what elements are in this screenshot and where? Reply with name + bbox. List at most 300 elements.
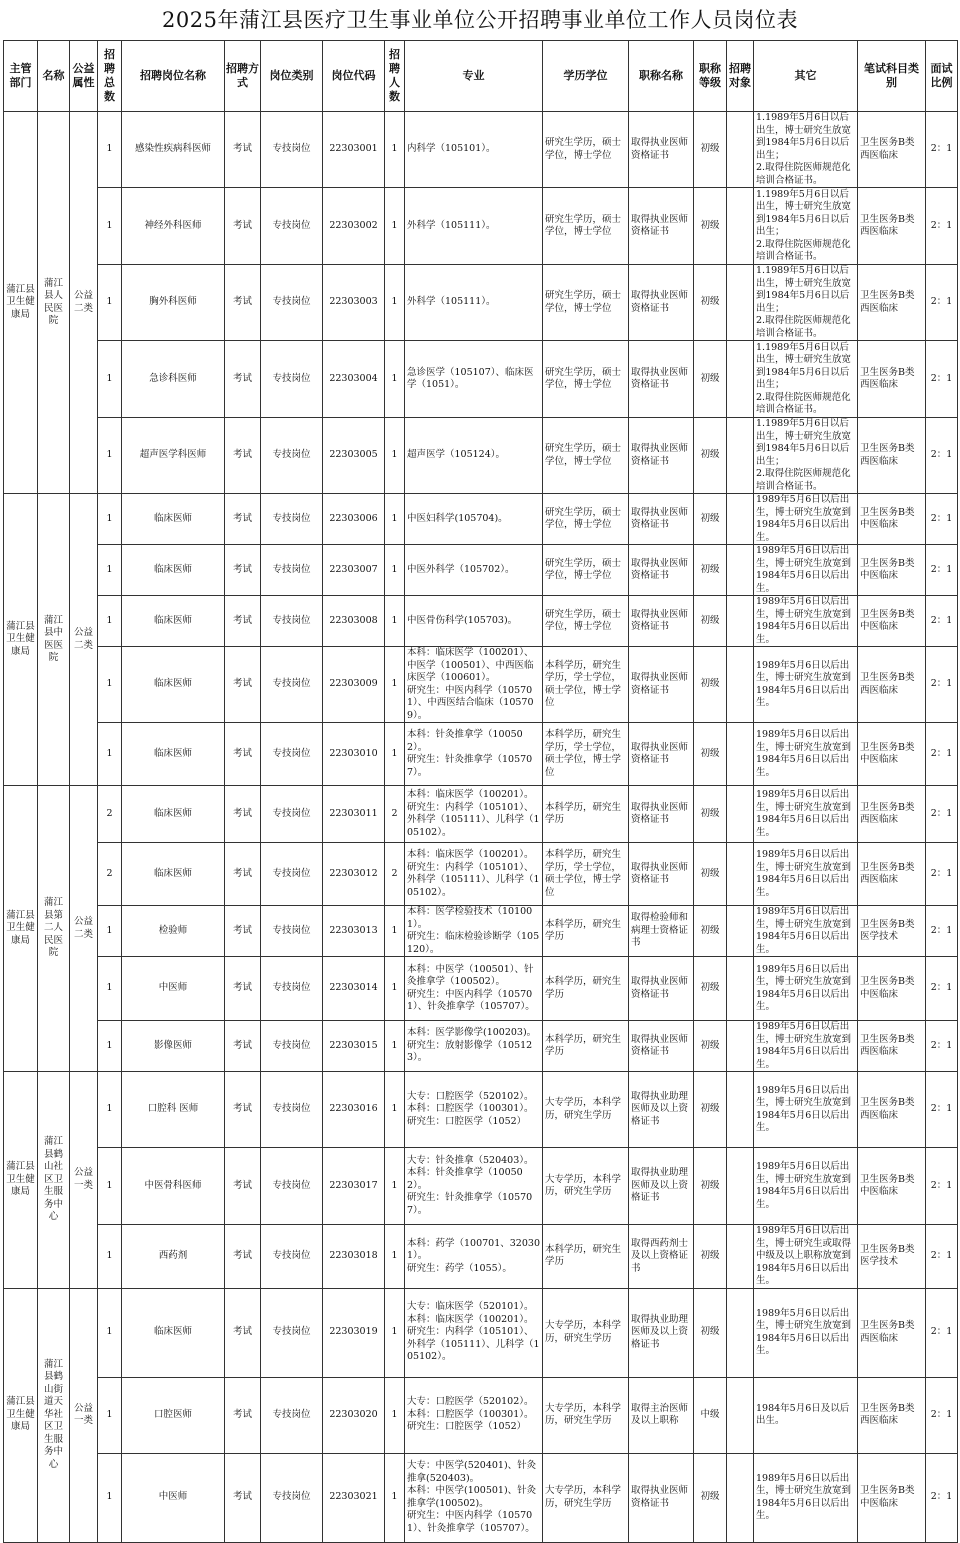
- interview-ratio-cell: 2：1: [926, 1225, 958, 1289]
- position-code-cell: 22303008: [323, 596, 385, 647]
- target-cell: [727, 1377, 754, 1453]
- exam-subject-cell: 卫生医务B类中医临床: [858, 723, 926, 786]
- education-cell: 本科学历，研究生学历: [543, 786, 629, 843]
- position-code-cell: 22303014: [323, 957, 385, 1021]
- major-cell: 本科：针灸推拿学（100502）。 研究生：针灸推拿学（105707）。: [405, 723, 543, 786]
- major-cell: 大专：临床医学（520101）。 本科：临床医学（100201）。 研究生：内科学（105101）、外科学（105111）、儿科学（105102）。: [405, 1288, 543, 1377]
- count-cell: 2: [385, 843, 405, 906]
- total-cell: 1: [98, 647, 122, 723]
- position-name-cell: 西药剂: [122, 1225, 225, 1289]
- other-cell: 1989年5月6日以后出生，博士研究生放宽到1984年5月6日以后出生。: [754, 1021, 858, 1072]
- interview-ratio-cell: 2：1: [926, 1377, 958, 1453]
- position-name-cell: 中医骨科医师: [122, 1148, 225, 1225]
- title-cell: 取得执业医师资格证书: [629, 596, 694, 647]
- table-row: [4, 494, 958, 545]
- position-code-cell: 22303010: [323, 723, 385, 786]
- other-cell: 1989年5月6日以后出生，博士研究生放宽到1984年5月6日以后出生。: [754, 647, 858, 723]
- title-cell: 取得执业医师资格证书: [629, 723, 694, 786]
- interview-ratio-cell: 2：1: [926, 723, 958, 786]
- category-cell: 专技岗位: [261, 1021, 323, 1072]
- table-row: [4, 1288, 958, 1377]
- level-cell: 初级: [694, 723, 727, 786]
- method-cell: 考试: [225, 545, 261, 596]
- education-cell: 大专学历，本科学历，研究生学历: [543, 1453, 629, 1542]
- header-cell: 笔试科目类别: [858, 41, 926, 112]
- position-code-cell: 22303005: [323, 418, 385, 494]
- title-cell: 取得执业医师资格证书: [629, 112, 694, 188]
- method-cell: 考试: [225, 112, 261, 188]
- table-row: [4, 112, 958, 188]
- count-cell: 1: [385, 1072, 405, 1148]
- unit-cell: 蒲江县鹤山街道天华社区卫生服务中心: [38, 1288, 70, 1542]
- education-cell: 大专学历，本科学历，研究生学历: [543, 1377, 629, 1453]
- position-name-cell: 中医师: [122, 957, 225, 1021]
- exam-subject-cell: 卫生医务B类西医临床: [858, 112, 926, 188]
- level-cell: 初级: [694, 1225, 727, 1289]
- total-cell: 1: [98, 1021, 122, 1072]
- title-cell: 取得执业助理医师及以上资格证书: [629, 1288, 694, 1377]
- other-cell: 1984年5月6日及以后出生。: [754, 1377, 858, 1453]
- header-cell: 名称: [38, 41, 70, 112]
- other-cell: 1.1989年5月6日以后出生，博士研究生放宽到1984年5月6日以后出生； 2.取得住院医师规范化培训合格证书。: [754, 265, 858, 341]
- method-cell: 考试: [225, 1453, 261, 1542]
- title-cell: 取得执业助理医师及以上资格证书: [629, 1072, 694, 1148]
- title-cell: 取得执业医师资格证书: [629, 1021, 694, 1072]
- category-cell: 专技岗位: [261, 843, 323, 906]
- table-body: [4, 112, 958, 1543]
- education-cell: 本科学历，研究生学历，学士学位，硕士学位，博士学位: [543, 843, 629, 906]
- table-row: [4, 906, 958, 957]
- target-cell: [727, 1453, 754, 1542]
- interview-ratio-cell: 2：1: [926, 596, 958, 647]
- header-cell: 岗位代码: [323, 41, 385, 112]
- position-name-cell: 检验师: [122, 906, 225, 957]
- total-cell: 1: [98, 596, 122, 647]
- exam-subject-cell: 卫生医务B类西医临床: [858, 647, 926, 723]
- target-cell: [727, 1288, 754, 1377]
- position-code-cell: 22303004: [323, 341, 385, 418]
- title-cell: 取得执业医师资格证书: [629, 341, 694, 418]
- target-cell: [727, 1072, 754, 1148]
- level-cell: 初级: [694, 418, 727, 494]
- method-cell: 考试: [225, 843, 261, 906]
- target-cell: [727, 1225, 754, 1289]
- title-cell: 取得检验师和病理士资格证书: [629, 906, 694, 957]
- other-cell: 1989年5月6日以后出生，博士研究生放宽到1984年5月6日以后出生。: [754, 723, 858, 786]
- education-cell: 本科学历，研究生学历: [543, 1225, 629, 1289]
- position-name-cell: 急诊科医师: [122, 341, 225, 418]
- target-cell: [727, 906, 754, 957]
- method-cell: 考试: [225, 723, 261, 786]
- position-code-cell: 22303009: [323, 647, 385, 723]
- education-cell: 本科学历，研究生学历，学士学位，硕士学位，博士学位: [543, 647, 629, 723]
- major-cell: 本科：药学（100701、320301）。 研究生：药学（1055）。: [405, 1225, 543, 1289]
- category-cell: 专技岗位: [261, 112, 323, 188]
- other-cell: 1.1989年5月6日以后出生，博士研究生放宽到1984年5月6日以后出生； 2.取得住院医师规范化培训合格证书。: [754, 418, 858, 494]
- major-cell: 急诊医学（105107）、临床医学（1051）。: [405, 341, 543, 418]
- target-cell: [727, 545, 754, 596]
- category-cell: 专技岗位: [261, 1072, 323, 1148]
- position-name-cell: 临床医师: [122, 596, 225, 647]
- other-cell: 1989年5月6日以后出生，博士研究生放宽到1984年5月6日以后出生。: [754, 1453, 858, 1542]
- category-cell: 专技岗位: [261, 786, 323, 843]
- level-cell: 初级: [694, 265, 727, 341]
- category-cell: 专技岗位: [261, 1148, 323, 1225]
- interview-ratio-cell: 2：1: [926, 1072, 958, 1148]
- major-cell: 外科学（105111）。: [405, 265, 543, 341]
- major-cell: 本科：临床医学（100201）。 研究生：内科学（105101）、外科学（105111）、儿科学（105102）。: [405, 786, 543, 843]
- total-cell: 1: [98, 418, 122, 494]
- target-cell: [727, 647, 754, 723]
- total-cell: 1: [98, 1288, 122, 1377]
- total-cell: 1: [98, 188, 122, 265]
- total-cell: 1: [98, 265, 122, 341]
- count-cell: 1: [385, 265, 405, 341]
- other-cell: 1989年5月6日以后出生，博士研究生放宽到1984年5月6日以后出生。: [754, 1072, 858, 1148]
- position-name-cell: 临床医师: [122, 647, 225, 723]
- table-row: [4, 723, 958, 786]
- other-cell: 1989年5月6日以后出生，博士研究生放宽到1984年5月6日以后出生。: [754, 1148, 858, 1225]
- table-row: [4, 1021, 958, 1072]
- method-cell: 考试: [225, 957, 261, 1021]
- count-cell: 1: [385, 1288, 405, 1377]
- header-cell: 专业: [405, 41, 543, 112]
- dept-cell: 蒲江县卫生健康局: [4, 112, 38, 494]
- nature-cell: 公益一类: [70, 1072, 98, 1289]
- major-cell: 本科：临床医学（100201）、中医学（100501）、中西医临床医学（100601）。 研究生：中医内科学（105701）、中西医结合临床（105709）。: [405, 647, 543, 723]
- target-cell: [727, 843, 754, 906]
- method-cell: 考试: [225, 1288, 261, 1377]
- major-cell: 内科学（105101）。: [405, 112, 543, 188]
- position-name-cell: 临床医师: [122, 545, 225, 596]
- major-cell: 超声医学（105124）。: [405, 418, 543, 494]
- exam-subject-cell: 卫生医务B类西医临床: [858, 265, 926, 341]
- interview-ratio-cell: 2：1: [926, 786, 958, 843]
- level-cell: 初级: [694, 112, 727, 188]
- nature-cell: 公益二类: [70, 494, 98, 786]
- count-cell: 1: [385, 1453, 405, 1542]
- exam-subject-cell: 卫生医务B类中医临床: [858, 494, 926, 545]
- title-cell: 取得执业医师资格证书: [629, 188, 694, 265]
- exam-subject-cell: 卫生医务B类西医临床: [858, 786, 926, 843]
- header-cell: 职称等级: [694, 41, 727, 112]
- category-cell: 专技岗位: [261, 1288, 323, 1377]
- position-code-cell: 22303012: [323, 843, 385, 906]
- total-cell: 2: [98, 843, 122, 906]
- target-cell: [727, 112, 754, 188]
- target-cell: [727, 418, 754, 494]
- education-cell: 大专学历，本科学历，研究生学历: [543, 1288, 629, 1377]
- dept-cell: 蒲江县卫生健康局: [4, 494, 38, 786]
- interview-ratio-cell: 2：1: [926, 341, 958, 418]
- level-cell: 初级: [694, 786, 727, 843]
- table-row: [4, 843, 958, 906]
- interview-ratio-cell: 2：1: [926, 112, 958, 188]
- count-cell: 2: [385, 786, 405, 843]
- level-cell: 初级: [694, 188, 727, 265]
- method-cell: 考试: [225, 647, 261, 723]
- position-name-cell: 神经外科医师: [122, 188, 225, 265]
- education-cell: 本科学历，研究生学历: [543, 1021, 629, 1072]
- target-cell: [727, 265, 754, 341]
- exam-subject-cell: 卫生医务B类西医临床: [858, 1021, 926, 1072]
- education-cell: 大专学历，本科学历，研究生学历: [543, 1148, 629, 1225]
- count-cell: 1: [385, 1225, 405, 1289]
- position-code-cell: 22303013: [323, 906, 385, 957]
- major-cell: 本科：中医学（100501）、针灸推拿学（100502）。 研究生：中医内科学（105701）、针灸推拿学（105707）。: [405, 957, 543, 1021]
- page-title: 2025年蒲江县医疗卫生事业单位公开招聘事业单位工作人员岗位表: [162, 8, 798, 32]
- count-cell: 1: [385, 596, 405, 647]
- table-row: [4, 418, 958, 494]
- table-row: [4, 957, 958, 1021]
- dept-cell: 蒲江县卫生健康局: [4, 1072, 38, 1289]
- count-cell: 1: [385, 418, 405, 494]
- title-cell: 取得执业医师资格证书: [629, 786, 694, 843]
- position-name-cell: 中医师: [122, 1453, 225, 1542]
- method-cell: 考试: [225, 1072, 261, 1148]
- total-cell: 1: [98, 1148, 122, 1225]
- other-cell: 1989年5月6日以后出生，博士研究生放宽到1984年5月6日以后出生。: [754, 786, 858, 843]
- count-cell: 1: [385, 1148, 405, 1225]
- education-cell: 研究生学历，硕士学位，博士学位: [543, 545, 629, 596]
- other-cell: 1989年5月6日以后出生，博士研究生放宽到1984年5月6日以后出生。: [754, 494, 858, 545]
- interview-ratio-cell: 2：1: [926, 494, 958, 545]
- education-cell: 研究生学历，硕士学位，博士学位: [543, 341, 629, 418]
- total-cell: 1: [98, 494, 122, 545]
- exam-subject-cell: 卫生医务B类医学技术: [858, 1225, 926, 1289]
- position-name-cell: 胸外科医师: [122, 265, 225, 341]
- exam-subject-cell: 卫生医务B类中医临床: [858, 1453, 926, 1542]
- header-cell: 招聘方式: [225, 41, 261, 112]
- position-code-cell: 22303003: [323, 265, 385, 341]
- title-cell: 取得执业医师资格证书: [629, 545, 694, 596]
- target-cell: [727, 596, 754, 647]
- position-code-cell: 22303021: [323, 1453, 385, 1542]
- count-cell: 1: [385, 112, 405, 188]
- header-cell: 主管部门: [4, 41, 38, 112]
- interview-ratio-cell: 2：1: [926, 1288, 958, 1377]
- other-cell: 1.1989年5月6日以后出生，博士研究生放宽到1984年5月6日以后出生； 2.取得住院医师规范化培训合格证书。: [754, 112, 858, 188]
- position-code-cell: 22303020: [323, 1377, 385, 1453]
- table-row: [4, 1453, 958, 1542]
- position-name-cell: 超声医学科医师: [122, 418, 225, 494]
- education-cell: 大专学历，本科学历，研究生学历: [543, 1072, 629, 1148]
- level-cell: 初级: [694, 545, 727, 596]
- target-cell: [727, 341, 754, 418]
- count-cell: 1: [385, 723, 405, 786]
- interview-ratio-cell: 2：1: [926, 1453, 958, 1542]
- interview-ratio-cell: 2：1: [926, 188, 958, 265]
- level-cell: 初级: [694, 1072, 727, 1148]
- other-cell: 1989年5月6日以后出生，博士研究生放宽到1984年5月6日以后出生。: [754, 545, 858, 596]
- category-cell: 专技岗位: [261, 188, 323, 265]
- total-cell: 1: [98, 1072, 122, 1148]
- method-cell: 考试: [225, 1225, 261, 1289]
- position-name-cell: 临床医师: [122, 723, 225, 786]
- table-row: [4, 265, 958, 341]
- position-code-cell: 22303018: [323, 1225, 385, 1289]
- count-cell: 1: [385, 188, 405, 265]
- table-row: [4, 188, 958, 265]
- table-row: [4, 647, 958, 723]
- header-cell: 招聘人数: [385, 41, 405, 112]
- header-cell: 面试比例: [926, 41, 958, 112]
- major-cell: 中医妇科学(105704)。: [405, 494, 543, 545]
- method-cell: 考试: [225, 341, 261, 418]
- method-cell: 考试: [225, 1148, 261, 1225]
- header-row: [4, 41, 958, 112]
- category-cell: 专技岗位: [261, 1377, 323, 1453]
- table-row: [4, 1377, 958, 1453]
- exam-subject-cell: 卫生医务B类中医临床: [858, 545, 926, 596]
- position-name-cell: 临床医师: [122, 843, 225, 906]
- total-cell: 1: [98, 1377, 122, 1453]
- method-cell: 考试: [225, 786, 261, 843]
- position-code-cell: 22303017: [323, 1148, 385, 1225]
- header-cell: 岗位类别: [261, 41, 323, 112]
- header-cell: 招聘对象: [727, 41, 754, 112]
- education-cell: 研究生学历，硕士学位，博士学位: [543, 112, 629, 188]
- education-cell: 研究生学历，硕士学位，博士学位: [543, 418, 629, 494]
- target-cell: [727, 723, 754, 786]
- title-cell: 取得执业医师资格证书: [629, 957, 694, 1021]
- position-name-cell: 口腔科 医师: [122, 1072, 225, 1148]
- target-cell: [727, 786, 754, 843]
- level-cell: 初级: [694, 1453, 727, 1542]
- count-cell: 1: [385, 1021, 405, 1072]
- major-cell: 本科：临床医学（100201）。 研究生：内科学（105101）、外科学（105111）、儿科学（105102）。: [405, 843, 543, 906]
- total-cell: 1: [98, 112, 122, 188]
- level-cell: 初级: [694, 1288, 727, 1377]
- unit-cell: 蒲江县鹤山社区卫生服务中心: [38, 1072, 70, 1289]
- major-cell: 大专：口腔医学（520102）。 本科：口腔医学（100301）。 研究生：口腔医学（1052）: [405, 1072, 543, 1148]
- dept-cell: 蒲江县卫生健康局: [4, 786, 38, 1072]
- header-cell: 其它: [754, 41, 858, 112]
- other-cell: 1989年5月6日以后出生，博士研究生放宽到1984年5月6日以后出生。: [754, 906, 858, 957]
- education-cell: 本科学历，研究生学历: [543, 906, 629, 957]
- level-cell: 初级: [694, 647, 727, 723]
- header-cell: 学历学位: [543, 41, 629, 112]
- title-cell: 取得主治医师及以上职称: [629, 1377, 694, 1453]
- method-cell: 考试: [225, 494, 261, 545]
- count-cell: 1: [385, 906, 405, 957]
- level-cell: 初级: [694, 341, 727, 418]
- total-cell: 1: [98, 545, 122, 596]
- other-cell: 1.1989年5月6日以后出生，博士研究生放宽到1984年5月6日以后出生； 2.取得住院医师规范化培训合格证书。: [754, 341, 858, 418]
- education-cell: 本科学历，研究生学历: [543, 957, 629, 1021]
- interview-ratio-cell: 2：1: [926, 906, 958, 957]
- major-cell: 大专：中医学(520401)、针灸推拿(520403)。 本科：中医学(100501)、针灸推拿学(100502)。 研究生：中医内科学（105701）、针灸推拿学（105707）。: [405, 1453, 543, 1542]
- header-cell: 职称名称: [629, 41, 694, 112]
- total-cell: 1: [98, 341, 122, 418]
- count-cell: 1: [385, 545, 405, 596]
- category-cell: 专技岗位: [261, 545, 323, 596]
- title-cell: 取得执业医师资格证书: [629, 1453, 694, 1542]
- title-cell: 取得执业医师资格证书: [629, 494, 694, 545]
- table-row: [4, 1148, 958, 1225]
- position-name-cell: 临床医师: [122, 1288, 225, 1377]
- exam-subject-cell: 卫生医务B类中医临床: [858, 1148, 926, 1225]
- position-name-cell: 临床医师: [122, 494, 225, 545]
- count-cell: 1: [385, 494, 405, 545]
- target-cell: [727, 494, 754, 545]
- major-cell: 外科学（105111）。: [405, 188, 543, 265]
- major-cell: 大专：口腔医学（520102）。 本科：口腔医学（100301）。 研究生：口腔医学（1052）: [405, 1377, 543, 1453]
- exam-subject-cell: 卫生医务B类西医临床: [858, 188, 926, 265]
- count-cell: 1: [385, 957, 405, 1021]
- unit-cell: 蒲江县人民医院: [38, 112, 70, 494]
- education-cell: 研究生学历，硕士学位，博士学位: [543, 494, 629, 545]
- exam-subject-cell: 卫生医务B类西医临床: [858, 418, 926, 494]
- category-cell: 专技岗位: [261, 1225, 323, 1289]
- education-cell: 研究生学历，硕士学位，博士学位: [543, 188, 629, 265]
- interview-ratio-cell: 2：1: [926, 647, 958, 723]
- major-cell: 大专：针灸推拿（520403）。 本科：针灸推拿学（100502）。 研究生：针灸推拿学（105707）。: [405, 1148, 543, 1225]
- interview-ratio-cell: 2：1: [926, 1021, 958, 1072]
- header-cell: 公益属性: [70, 41, 98, 112]
- category-cell: 专技岗位: [261, 1453, 323, 1542]
- category-cell: 专技岗位: [261, 418, 323, 494]
- position-code-cell: 22303019: [323, 1288, 385, 1377]
- level-cell: 初级: [694, 596, 727, 647]
- level-cell: 初级: [694, 843, 727, 906]
- position-name-cell: 影像医师: [122, 1021, 225, 1072]
- position-code-cell: 22303002: [323, 188, 385, 265]
- level-cell: 初级: [694, 1148, 727, 1225]
- position-name-cell: 口腔医师: [122, 1377, 225, 1453]
- target-cell: [727, 188, 754, 265]
- other-cell: 1989年5月6日以后出生，博士研究生放宽到1984年5月6日以后出生。: [754, 1288, 858, 1377]
- position-code-cell: 22303015: [323, 1021, 385, 1072]
- category-cell: 专技岗位: [261, 906, 323, 957]
- total-cell: 1: [98, 957, 122, 1021]
- title-cell: 取得执业医师资格证书: [629, 265, 694, 341]
- header-cell: 招聘总数: [98, 41, 122, 112]
- method-cell: 考试: [225, 596, 261, 647]
- education-cell: 研究生学历，硕士学位，博士学位: [543, 596, 629, 647]
- title-cell: 取得执业医师资格证书: [629, 418, 694, 494]
- education-cell: 本科学历，研究生学历，学士学位，硕士学位，博士学位: [543, 723, 629, 786]
- table-row: [4, 596, 958, 647]
- interview-ratio-cell: 2：1: [926, 545, 958, 596]
- exam-subject-cell: 卫生医务B类中医临床: [858, 957, 926, 1021]
- table-row: [4, 341, 958, 418]
- unit-cell: 蒲江县中医医院: [38, 494, 70, 786]
- interview-ratio-cell: 2：1: [926, 843, 958, 906]
- position-name-cell: 临床医师: [122, 786, 225, 843]
- position-code-cell: 22303007: [323, 545, 385, 596]
- exam-subject-cell: 卫生医务B类西医临床: [858, 1072, 926, 1148]
- total-cell: 1: [98, 1453, 122, 1542]
- unit-cell: 蒲江县第二人民医院: [38, 786, 70, 1072]
- category-cell: 专技岗位: [261, 494, 323, 545]
- exam-subject-cell: 卫生医务B类西医临床: [858, 341, 926, 418]
- major-cell: 本科：医学影像学(100203)。 研究生：放射影像学（105123）。: [405, 1021, 543, 1072]
- category-cell: 专技岗位: [261, 265, 323, 341]
- method-cell: 考试: [225, 265, 261, 341]
- level-cell: 初级: [694, 906, 727, 957]
- category-cell: 专技岗位: [261, 723, 323, 786]
- target-cell: [727, 957, 754, 1021]
- other-cell: 1989年5月6日以后出生，博士研究生放宽到1984年5月6日以后出生。: [754, 843, 858, 906]
- method-cell: 考试: [225, 1021, 261, 1072]
- major-cell: 中医外科学（105702）。: [405, 545, 543, 596]
- dept-cell: 蒲江县卫生健康局: [4, 1288, 38, 1542]
- position-code-cell: 22303011: [323, 786, 385, 843]
- count-cell: 1: [385, 1377, 405, 1453]
- exam-subject-cell: 卫生医务B类西医临床: [858, 843, 926, 906]
- method-cell: 考试: [225, 1377, 261, 1453]
